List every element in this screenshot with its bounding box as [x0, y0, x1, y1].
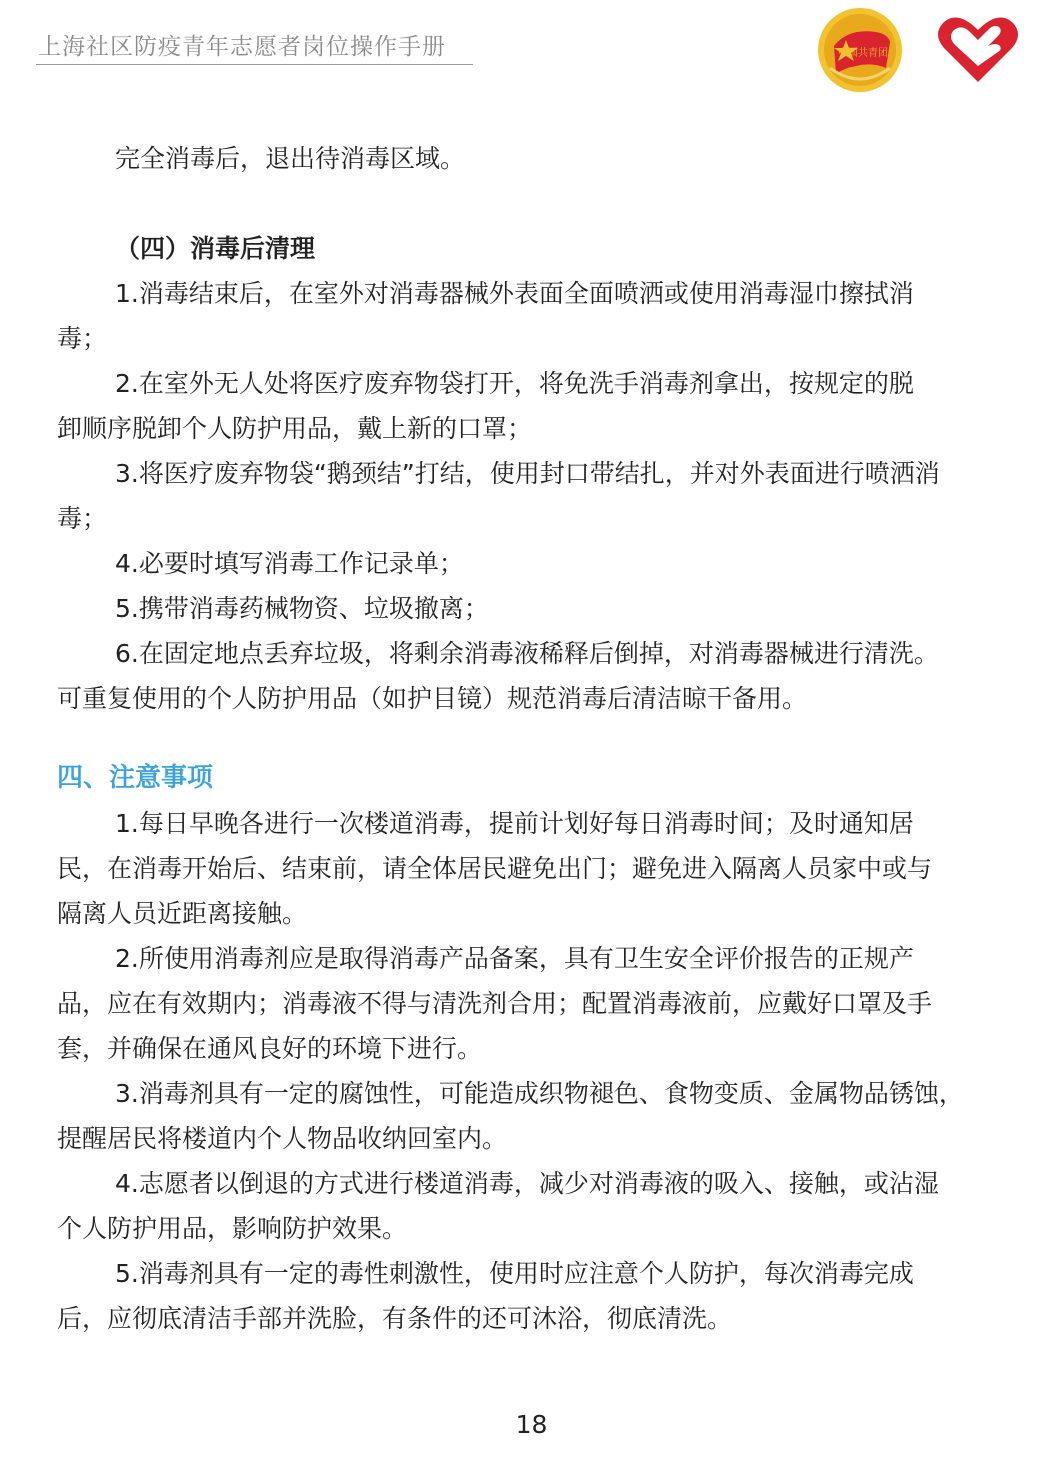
header-title: 上海社区防疫青年志愿者岗位操作手册 [38, 34, 446, 60]
page-number: 18 [515, 1410, 548, 1439]
section-title: 四、注意事项 [57, 763, 214, 793]
list-item [57, 1161, 979, 1251]
list-item [57, 631, 979, 721]
volunteer-heart-hand-icon [936, 12, 1020, 84]
paragraph-line: 5.携带消毒药械物资、垃圾撤离； [115, 594, 489, 623]
youth-league-emblem-text: 中国共青团 [838, 48, 888, 59]
list-item [57, 801, 979, 936]
paragraph-line: 个人防护用品，影响防护效果。 [57, 1214, 408, 1243]
list-item [57, 451, 979, 541]
paragraph-line: 4.必要时填写消毒工作记录单； [115, 549, 464, 578]
paragraph-line: 隔离人员近距离接触。 [57, 899, 308, 928]
paragraph-line: 毒； [57, 324, 108, 353]
lead-line: 完全消毒后，退出待消毒区域。 [115, 144, 466, 173]
paragraph-line: 民，在消毒开始后、结束前，请全体居民避免出门；避免进入隔离人员家中或与 [57, 854, 933, 883]
paragraph-line: 卸顺序脱卸个人防护用品，戴上新的口罩； [57, 414, 533, 443]
paragraph-line: 2.所使用消毒剂应是取得消毒产品备案，具有卫生安全评价报告的正规产 [115, 944, 914, 973]
paragraph-line: 3.消毒剂具有一定的腐蚀性，可能造成织物褪色、食物变质、金属物品锈蚀， [115, 1079, 964, 1108]
list-item [57, 1251, 979, 1341]
header-divider [36, 64, 473, 65]
notice-list [57, 801, 979, 1341]
subsection-title: （四）消毒后清理 [115, 234, 316, 263]
paragraph-line: 1.消毒结束后，在室外对消毒器械外表面全面喷洒或使用消毒湿巾擦拭消 [115, 279, 914, 308]
paragraph-line: 6.在固定地点丢弃垃圾，将剩余消毒液稀释后倒掉，对消毒器械进行清洗。 [115, 639, 939, 668]
list-item [57, 271, 979, 361]
page-body [57, 136, 979, 1341]
paragraph-line: 品，应在有效期内；消毒液不得与清洗剂合用；配置消毒液前，应戴好口罩及手 [57, 989, 933, 1018]
list-item [57, 1071, 979, 1161]
list-item [57, 586, 979, 631]
paragraph-line: 2.在室外无人处将医疗废弃物袋打开，将免洗手消毒剂拿出，按规定的脱 [115, 369, 914, 398]
paragraph-line: 可重复使用的个人防护用品（如护目镜）规范消毒后清洁晾干备用。 [57, 684, 808, 713]
paragraph-line: 1.每日早晚各进行一次楼道消毒，提前计划好每日消毒时间；及时通知居 [115, 809, 914, 838]
paragraph-line: 后，应彻底清洁手部并洗脸，有条件的还可沐浴，彻底清洗。 [57, 1304, 733, 1333]
paragraph-line: 提醒居民将楼道内个人物品收纳回室内。 [57, 1124, 508, 1153]
paragraph-line: 4.志愿者以倒退的方式进行楼道消毒，减少对消毒液的吸入、接触，或沾湿 [115, 1169, 939, 1198]
cleanup-list [57, 271, 979, 721]
paragraph-line: 3.将医疗废弃物袋“鹅颈结”打结，使用封口带结扎，并对外表面进行喷洒消 [115, 459, 940, 488]
paragraph-line: 5.消毒剂具有一定的毒性刺激性，使用时应注意个人防护，每次消毒完成 [115, 1259, 914, 1288]
youth-league-emblem-icon [816, 6, 904, 94]
list-item [57, 541, 979, 586]
list-item [57, 361, 979, 451]
paragraph-line: 毒； [57, 504, 108, 533]
list-item [57, 936, 979, 1071]
paragraph-line: 套，并确保在通风良好的环境下进行。 [57, 1034, 483, 1063]
